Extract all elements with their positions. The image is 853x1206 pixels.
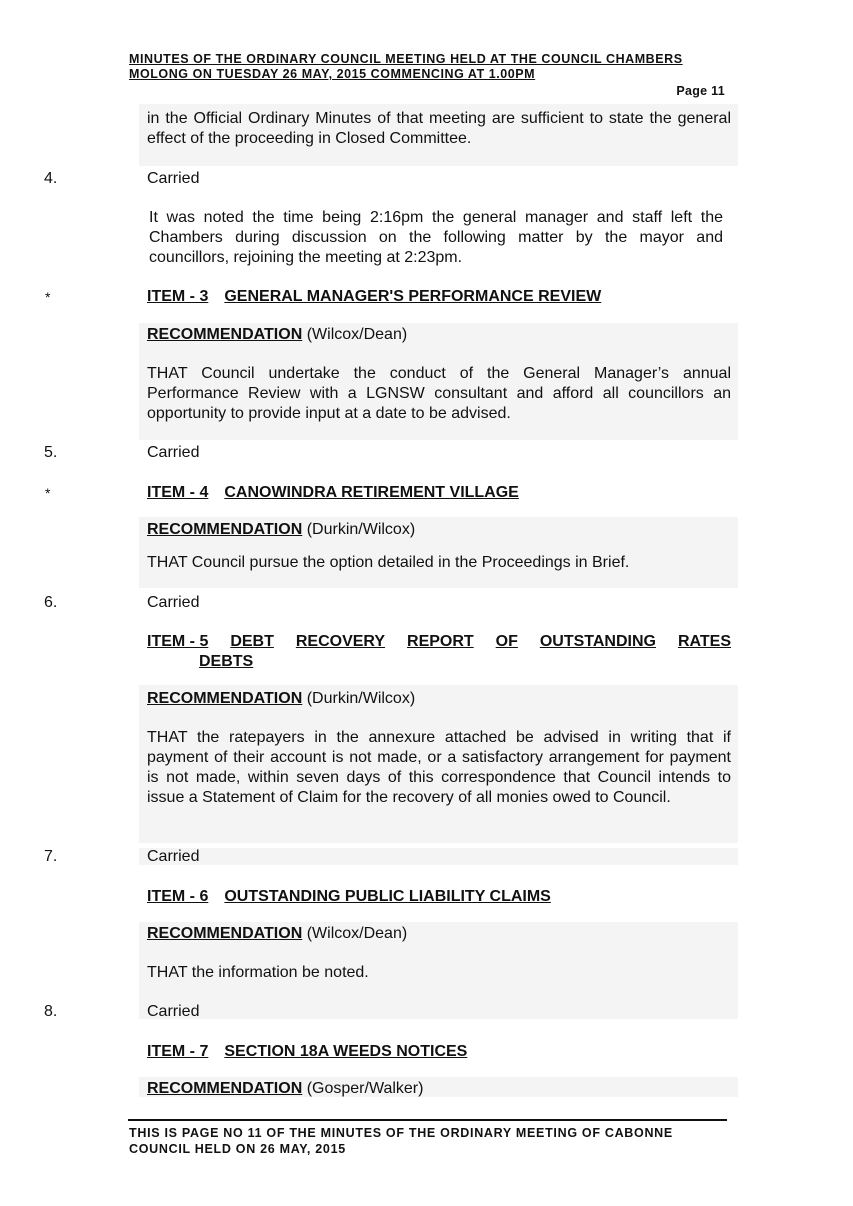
item4-title: CANOWINDRA RETIREMENT VILLAGE bbox=[224, 484, 519, 501]
recommendation-label: RECOMMENDATION bbox=[147, 690, 303, 707]
recommendation-label: RECOMMENDATION bbox=[147, 326, 303, 343]
item7-heading bbox=[147, 1042, 467, 1062]
intro-paragraph: in the Official Ordinary Minutes of that meeting are sufficient to state the general effect of the proceeding in Closed Committee. bbox=[147, 110, 731, 147]
item6-label: ITEM - 6 bbox=[147, 888, 209, 905]
page-number: Page 11 bbox=[676, 84, 725, 98]
resolution-status-7: Carried bbox=[147, 848, 200, 865]
item3-title: GENERAL MANAGER'S PERFORMANCE REVIEW bbox=[224, 288, 602, 305]
resolution-number-6: 6. bbox=[44, 594, 58, 611]
header-title-line2: MOLONG ON TUESDAY 26 MAY, 2015 COMMENCING AT 1.00PM bbox=[129, 67, 536, 81]
item5-heading-line2: DEBTS bbox=[199, 653, 254, 670]
recommendation-label: RECOMMENDATION bbox=[147, 521, 303, 538]
item3-heading bbox=[147, 287, 601, 307]
resolution-status-4: Carried bbox=[147, 170, 200, 187]
item4-label: ITEM - 4 bbox=[147, 484, 209, 501]
item6-title: OUTSTANDING PUBLIC LIABILITY CLAIMS bbox=[224, 888, 551, 905]
item7-movers: (Gosper/Walker) bbox=[306, 1080, 424, 1097]
item5-title-word: DEBT bbox=[230, 633, 274, 650]
item5-title-word: RECOVERY bbox=[295, 633, 386, 650]
item7-title: SECTION 18A WEEDS NOTICES bbox=[224, 1043, 468, 1060]
footer-line1: THIS IS PAGE NO 11 OF THE MINUTES OF THE ORDINARY MEETING OF CABONNE bbox=[129, 1126, 673, 1140]
item6-recommendation-text: THAT the information be noted. bbox=[147, 964, 369, 981]
resolution-status-5: Carried bbox=[147, 444, 200, 461]
recommendation-label: RECOMMENDATION bbox=[147, 925, 303, 942]
footer-line2: COUNCIL HELD ON 26 MAY, 2015 bbox=[129, 1142, 346, 1156]
item5-title-word: REPORT bbox=[407, 633, 474, 650]
item5-label: ITEM - 5 bbox=[147, 633, 209, 650]
item7-label: ITEM - 7 bbox=[147, 1043, 209, 1060]
resolution-number-8: 8. bbox=[44, 1003, 58, 1020]
recommendation-label: RECOMMENDATION bbox=[147, 1080, 303, 1097]
header-title-line1: MINUTES OF THE ORDINARY COUNCIL MEETING HELD AT THE COUNCIL CHAMBERS bbox=[129, 52, 683, 66]
item7-recommendation bbox=[147, 1079, 423, 1099]
item4-heading bbox=[147, 483, 519, 503]
item5-recommendation bbox=[147, 689, 415, 709]
resolution-status-6: Carried bbox=[147, 594, 200, 611]
item6-recommendation bbox=[147, 924, 407, 944]
item5-title-word: RATES bbox=[677, 633, 731, 650]
item5-title-word: OF bbox=[495, 633, 518, 650]
item5-carried-shade bbox=[139, 848, 738, 865]
item3-recommendation bbox=[147, 325, 407, 345]
resolution-number-5: 5. bbox=[44, 444, 58, 461]
item5-movers: (Durkin/Wilcox) bbox=[306, 690, 416, 707]
item6-heading bbox=[147, 887, 551, 907]
confidential-marker: * bbox=[45, 485, 51, 501]
item3-movers: (Wilcox/Dean) bbox=[306, 326, 408, 343]
item6-movers: (Wilcox/Dean) bbox=[306, 925, 408, 942]
item5-title-word: OUTSTANDING bbox=[539, 633, 656, 650]
time-note-paragraph: It was noted the time being 2:16pm the general manager and staff left the Chambers during discussion on the following matter by the mayor and councillors, rejoining the meeting at 2:23pm. bbox=[149, 209, 723, 266]
item5-heading bbox=[147, 632, 731, 652]
confidential-marker: * bbox=[45, 289, 51, 305]
footer-divider bbox=[128, 1119, 727, 1121]
item5-recommendation-text: THAT the ratepayers in the annexure attached be advised in writing that if payment of their account is not made, or a satisfactory arrangement for payment is not made, within seven days of this correspondence that Council intends to issue a Statement of Claim for the recovery of all monies owed to Council. bbox=[147, 729, 731, 806]
item4-recommendation bbox=[147, 520, 415, 540]
item3-recommendation-text: THAT Council undertake the conduct of the General Manager’s annual Performance Review with a LGNSW consultant and afford all councillors an opportunity to provide input at a date to be advised. bbox=[147, 365, 731, 422]
item3-label: ITEM - 3 bbox=[147, 288, 209, 305]
resolution-number-7: 7. bbox=[44, 848, 58, 865]
resolution-status-8: Carried bbox=[147, 1003, 200, 1020]
item4-recommendation-text: THAT Council pursue the option detailed in the Proceedings in Brief. bbox=[147, 554, 630, 571]
resolution-number-4: 4. bbox=[44, 170, 58, 187]
item4-movers: (Durkin/Wilcox) bbox=[306, 521, 416, 538]
